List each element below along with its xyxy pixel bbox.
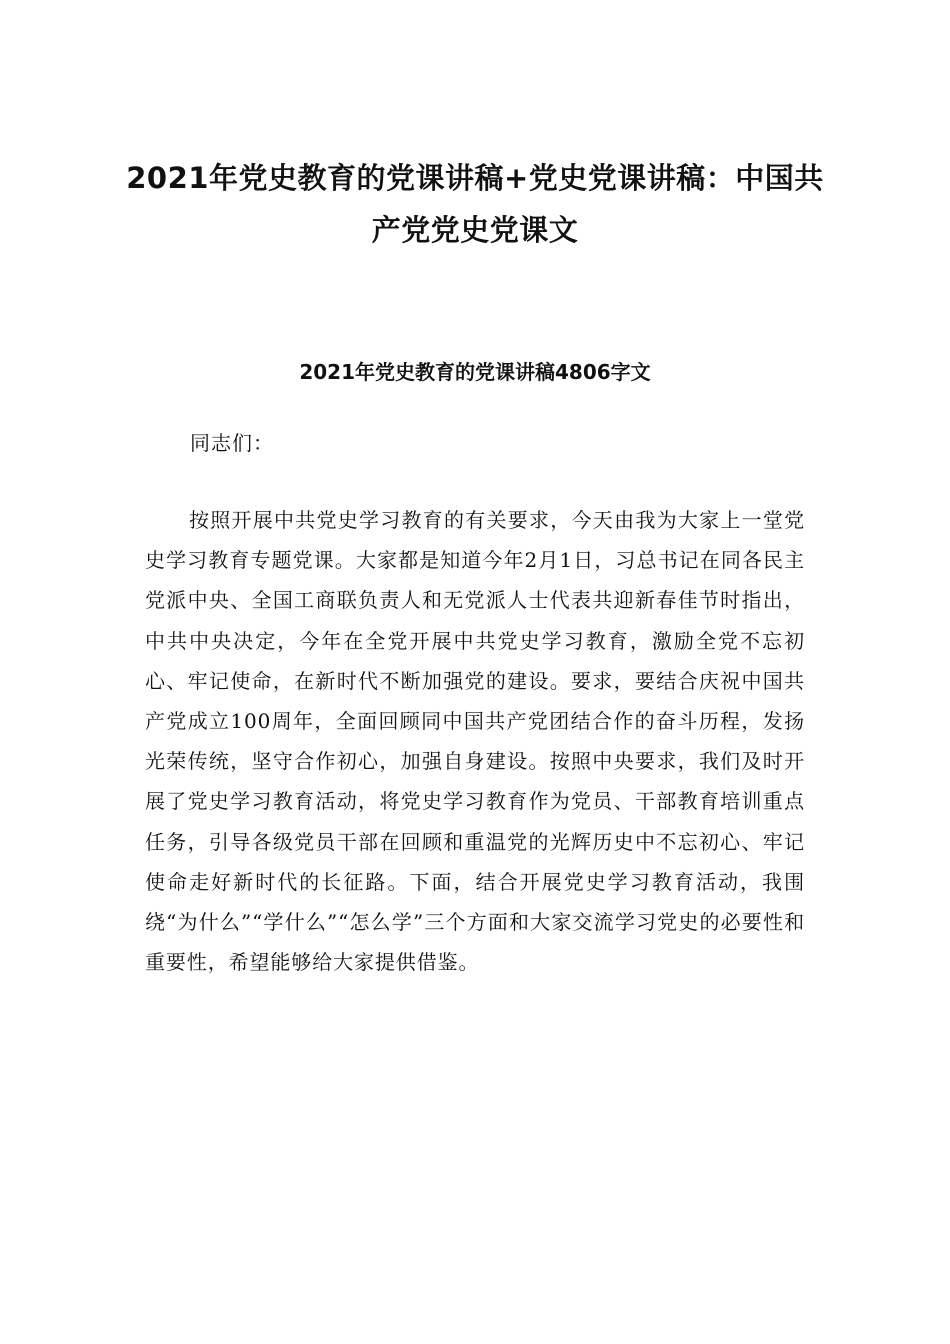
body-paragraph: 按照开展中共党史学习教育的有关要求，今天由我为大家上一堂党史学习教育专题党课。大家都是知道今年2月1日，习总书记在同各民主党派中央、全国工商联负责人和无党派人士代表共迎新春佳节时指出，中共中央决定，今年在全党开展中共党史学习教育，激励全党不忘初心、牢记使命，在新时代不断加强党的建设。要求，要结合庆祝中国共产党成立100周年，全面回顾同中国共产党团结合作的奋斗历程，发扬光荣传统，坚守合作初心，加强自身建设。按照中央要求，我们及时开展了党史学习教育活动，将党史学习教育作为党员、干部教育培训重点任务，引导各级党员干部在回顾和重温党的光辉历史中不忘初心、牢记使命走好新时代的长征路。下面，结合开展党史学习教育活动，我围绕“为什么”“学什么”“怎么学”三个方面和大家交流学习党史的必要性和重要性，希望能够给大家提供借鉴。 bbox=[145, 508, 805, 975]
salutation: 同志们： bbox=[190, 431, 274, 455]
document-subtitle: 2021年党史教育的党课讲稿4806字文 bbox=[299, 360, 651, 384]
document-title: 2021年党史教育的党课讲稿+党史党课讲稿：中国共产党党史党课文 bbox=[126, 161, 824, 247]
